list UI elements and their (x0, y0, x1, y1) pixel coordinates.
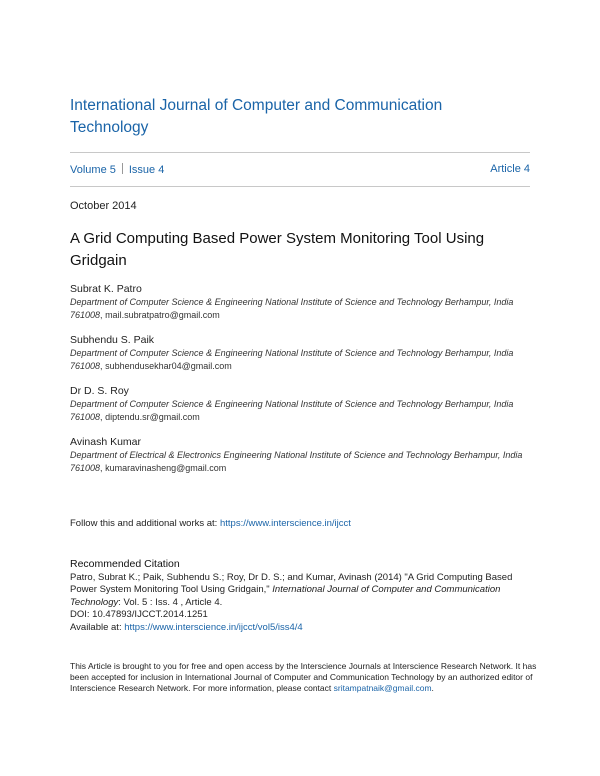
issue-link[interactable]: Issue 4 (128, 164, 165, 176)
paper-title: A Grid Computing Based Power System Monitoring Tool Using Gridgain (70, 230, 485, 269)
author-name: Subhendu S. Paik (70, 334, 155, 346)
citation-available (70, 622, 540, 635)
header-divider-bottom (70, 186, 530, 187)
header-divider-top (70, 152, 530, 153)
author-email: mail.subratpatro@gmail.com (105, 310, 220, 320)
author-affiliation: Department of Computer Science & Engineering National Institute of Science and Technology Berhampur, India 761008, diptendu.sr@gmail.com (70, 399, 514, 422)
author-name: Dr D. S. Roy (70, 385, 129, 397)
author-email: diptendu.sr@gmail.com (105, 412, 200, 422)
citation-doi: DOI: 10.47893/IJCCT.2014.1251 (70, 609, 208, 620)
publication-date: October 2014 (70, 200, 137, 212)
access-note-period: . (431, 683, 434, 693)
author-department: Department of Computer Science & Engineering National Institute of Science and Technology Berhampur, India 761008 (70, 297, 514, 320)
journal-title-link[interactable]: International Journal of Computer and Communication Technology (70, 97, 443, 136)
author-list (70, 282, 540, 486)
author-department: Department of Electrical & Electronics Engineering National Institute of Science and Technology Berhampur, India 761008 (70, 450, 523, 473)
author-name: Avinash Kumar (70, 436, 142, 448)
author-entry (70, 435, 540, 475)
access-note-text: This Article is brought to you for free and open access by the Interscience Journals at Interscience Research Network. It has been accepted for inclusion in International Journal of Computer and Communication Technology by an authorized editor of Interscience Research Network. For more information, please contact (70, 661, 537, 693)
recommended-citation (70, 558, 540, 634)
citation-journal: International Journal of Computer and Communication Technology (70, 584, 501, 608)
follow-text: Follow this and additional works at: (70, 518, 220, 529)
author-email: kumaravinasheng@gmail.com (105, 463, 227, 473)
citation-authors: Patro, Subrat K.; Paik, Subhendu S.; Roy, Dr D. S.; and Kumar, Avinash (2014) "A Grid Computing Based Power System Monitoring Tool Using Gridgain," (70, 571, 513, 595)
issue-navigation (70, 163, 530, 176)
author-email: subhendusekhar04@gmail.com (105, 361, 232, 371)
available-label: Available at: (70, 621, 125, 633)
citation-heading: Recommended Citation (70, 558, 180, 570)
author-entry (70, 333, 540, 373)
author-entry (70, 282, 540, 322)
citation-volume: : Vol. 5 : Iss. 4 , Article 4. (118, 596, 223, 608)
citation-text (70, 572, 540, 610)
available-url-link[interactable]: https://www.interscience.in/ijcct/vol5/iss4/4 (124, 621, 303, 633)
issue-separator (122, 163, 123, 174)
author-affiliation: Department of Electrical & Electronics Engineering National Institute of Science and Technology Berhampur, India 761008, kumaravinasheng@gmail.com (70, 450, 523, 473)
author-department: Department of Computer Science & Engineering National Institute of Science and Technology Berhampur, India 761008 (70, 399, 514, 422)
volume-link[interactable]: Volume 5 (70, 164, 116, 176)
author-affiliation: Department of Computer Science & Engineering National Institute of Science and Technology Berhampur, India 761008, mail.subratpatro@gmail.com (70, 297, 514, 320)
author-entry (70, 384, 540, 424)
author-affiliation: Department of Computer Science & Engineering National Institute of Science and Technology Berhampur, India 761008, subhendusekhar04@gmail.com (70, 348, 514, 371)
author-name: Subrat K. Patro (70, 283, 142, 295)
contact-email-link[interactable]: sritampatnaik@gmail.com (333, 683, 432, 693)
author-department: Department of Computer Science & Engineering National Institute of Science and Technology Berhampur, India 761008 (70, 348, 514, 371)
article-link[interactable]: Article 4 (490, 163, 530, 175)
access-note (70, 661, 540, 694)
follow-line (70, 518, 351, 529)
follow-url-link[interactable]: https://www.interscience.in/ijcct (219, 518, 351, 529)
